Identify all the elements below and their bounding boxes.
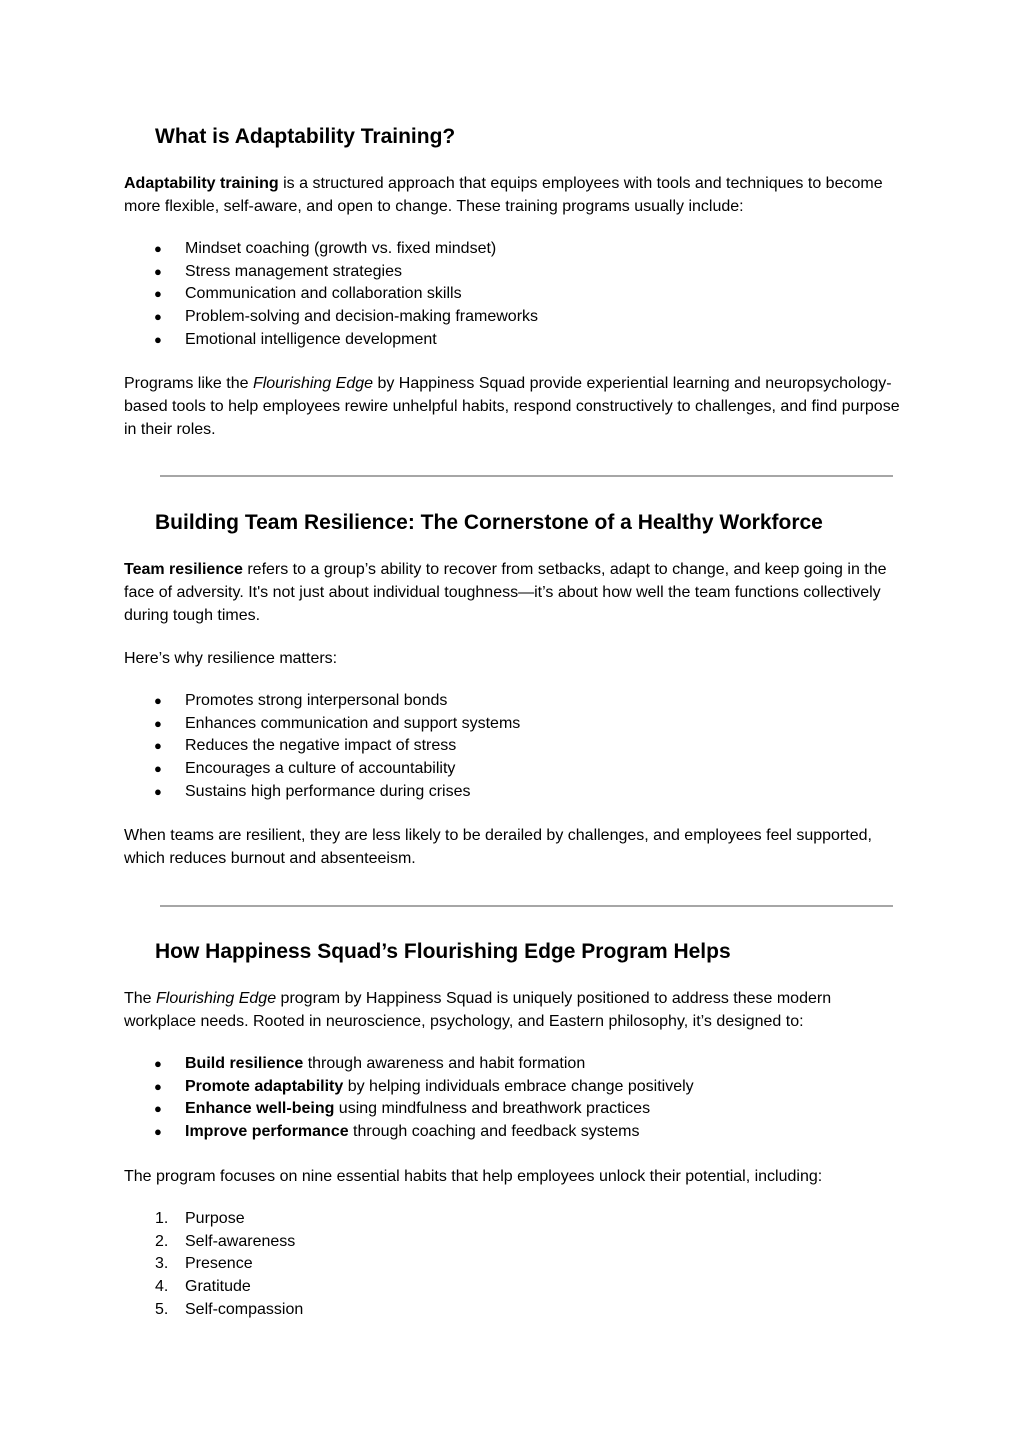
list-item: ● Stress management strategies — [124, 261, 904, 284]
list-item-text: by helping individuals embrace change positively — [343, 1077, 694, 1095]
list-item — [124, 1076, 904, 1099]
section-heading-team-resilience: Building Team Resilience: The Cornerstone of a Healthy Workforce — [155, 511, 823, 534]
list-item-text: Gratitude — [185, 1278, 251, 1296]
paragraph-text: The — [124, 990, 157, 1007]
list-item-text: through coaching and feedback systems — [348, 1123, 640, 1141]
list-item: ● Reduces the negative impact of stress — [124, 735, 904, 758]
bold-term: Improve performance — [185, 1123, 349, 1141]
bullet-list-flourishing — [124, 1053, 904, 1144]
bold-term: Adaptability training — [124, 175, 279, 192]
list-item — [124, 1253, 904, 1276]
bold-term: Promote adaptability — [185, 1077, 344, 1095]
section-heading-flourishing-edge: How Happiness Squad’s Flourishing Edge Program Helps — [155, 940, 731, 963]
list-number: 4. — [155, 1278, 169, 1296]
list-item-text: through awareness and habit formation — [303, 1055, 586, 1072]
list-number: 3. — [155, 1255, 169, 1273]
list-item — [124, 1208, 904, 1231]
bold-term: Build resilience — [185, 1055, 304, 1072]
section-heading-adaptability: What is Adaptability Training? — [155, 125, 456, 148]
paragraph-text: refers to a group’s ability to recover from setbacks, adapt to change, and keep going in the face of adversity. It's not just about individual toughness—it’s about how well the team functions collectively during tough times. — [124, 561, 887, 624]
list-item-text: Presence — [185, 1255, 253, 1273]
list-item — [124, 1276, 904, 1299]
italic-term: Flourishing Edge — [252, 375, 374, 392]
paragraph-flourishing-lead: The program focuses on nine essential habits that help employees unlock their potential, including: — [124, 1168, 823, 1185]
list-item-text: Purpose — [185, 1210, 245, 1227]
paragraph-resilience-outro: When teams are resilient, they are less likely to be derailed by challenges, and employees feel supported, which reduces burnout and absenteeism. — [124, 827, 872, 867]
paragraph-flourishing-intro — [124, 987, 904, 1033]
list-item: ● Emotional intelligence development — [124, 329, 904, 352]
paragraph-text: by Happiness Squad provide experiential learning and neuropsychology-based tools to help employees rewire unhelpful habits, respond constructively to challenges, and find purpose in their roles. — [124, 375, 900, 438]
list-item: ● Sustains high performance during crises — [124, 781, 904, 804]
list-item — [124, 1053, 904, 1076]
list-item: ● Mindset coaching (growth vs. fixed mindset) — [124, 238, 904, 261]
list-item-text: using mindfulness and breathwork practices — [334, 1100, 651, 1118]
list-item — [124, 1098, 904, 1121]
list-number: 2. — [155, 1232, 169, 1250]
paragraph-adaptability-outro — [124, 372, 904, 441]
list-item — [124, 1231, 904, 1254]
horizontal-divider — [160, 475, 893, 477]
list-item-text: Self-compassion — [185, 1300, 304, 1318]
list-item-text: Self-awareness — [185, 1232, 296, 1250]
list-item — [124, 1299, 904, 1322]
paragraph-text: is a structured approach that equips employees with tools and techniques to become more flexible, self-aware, and open to change. These training programs usually include: — [124, 175, 883, 215]
paragraph-text: program by Happiness Squad is uniquely positioned to address these modern workplace needs. Rooted in neuroscience, psychology, and Eastern philosophy, it’s designed to: — [124, 990, 832, 1030]
list-item: ● Encourages a culture of accountability — [124, 758, 904, 781]
bold-term: Enhance well-being — [185, 1100, 335, 1118]
bullet-list-resilience — [124, 690, 904, 804]
horizontal-divider — [160, 905, 893, 907]
bold-term: Team resilience — [124, 561, 243, 578]
paragraph-text: Programs like the — [124, 375, 253, 392]
paragraph-resilience-intro — [124, 558, 904, 627]
list-item — [124, 1121, 904, 1144]
list-number: 5. — [155, 1300, 169, 1318]
paragraph-resilience-lead: Here’s why resilience matters: — [124, 650, 338, 667]
list-item: ● Enhances communication and support systems — [124, 713, 904, 736]
numbered-list-habits — [124, 1208, 904, 1322]
list-item: ● Promotes strong interpersonal bonds — [124, 690, 904, 713]
list-number: 1. — [155, 1210, 169, 1227]
list-item: ● Problem-solving and decision-making frameworks — [124, 306, 904, 329]
list-item: ● Communication and collaboration skills — [124, 283, 904, 306]
italic-term: Flourishing Edge — [156, 990, 277, 1007]
paragraph-adaptability-intro — [124, 172, 904, 218]
bullet-list-adaptability — [124, 238, 904, 352]
